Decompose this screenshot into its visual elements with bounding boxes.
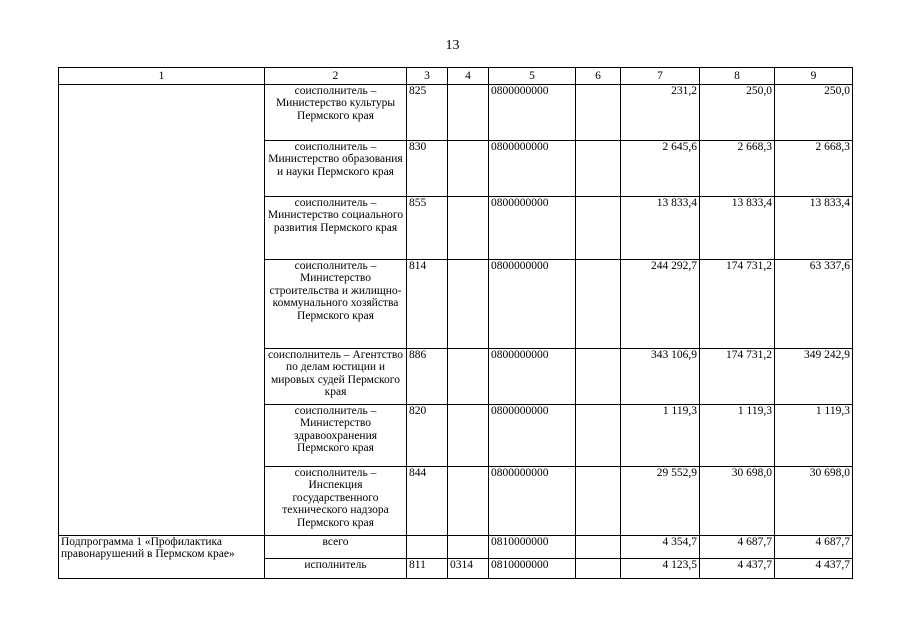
- value-cell: 349 242,9: [775, 349, 853, 405]
- table-header-row: [59, 68, 853, 85]
- type-cell: [576, 85, 621, 141]
- value-cell: 1 119,3: [700, 405, 775, 467]
- section-cell: [448, 349, 489, 405]
- column-header: 5: [489, 68, 576, 85]
- type-cell: [576, 260, 621, 349]
- target-code-cell: 0800000000: [489, 467, 576, 536]
- value-cell: 244 292,7: [621, 260, 700, 349]
- column-header: 1: [59, 68, 265, 85]
- code-cell: 811: [407, 559, 448, 579]
- table-row: [59, 85, 853, 141]
- section-cell: [448, 260, 489, 349]
- executor-cell: соисполнитель – Министерство культуры Пермского края: [265, 85, 407, 141]
- value-cell: 343 106,9: [621, 349, 700, 405]
- value-cell: 174 731,2: [700, 349, 775, 405]
- value-cell: 250,0: [775, 85, 853, 141]
- type-cell: [576, 559, 621, 579]
- column-header: 7: [621, 68, 700, 85]
- target-code-cell: 0800000000: [489, 85, 576, 141]
- value-cell: 63 337,6: [775, 260, 853, 349]
- value-cell: 174 731,2: [700, 260, 775, 349]
- code-cell: 886: [407, 349, 448, 405]
- column-header: 6: [576, 68, 621, 85]
- value-cell: 4 687,7: [700, 536, 775, 559]
- code-cell: 844: [407, 467, 448, 536]
- target-code-cell: 0800000000: [489, 405, 576, 467]
- value-cell: 4 123,5: [621, 559, 700, 579]
- value-cell: 1 119,3: [775, 405, 853, 467]
- value-cell: 2 645,6: [621, 141, 700, 197]
- table-row: [59, 536, 853, 559]
- type-cell: [576, 141, 621, 197]
- type-cell: [576, 467, 621, 536]
- type-cell: [576, 405, 621, 467]
- section-cell: [448, 405, 489, 467]
- target-code-cell: 0800000000: [489, 197, 576, 260]
- value-cell: 30 698,0: [700, 467, 775, 536]
- value-cell: 2 668,3: [700, 141, 775, 197]
- target-code-cell: 0810000000: [489, 559, 576, 579]
- section-cell: [448, 85, 489, 141]
- executor-cell: всего: [265, 536, 407, 559]
- value-cell: 250,0: [700, 85, 775, 141]
- column-header: 9: [775, 68, 853, 85]
- subprogram-title-cell: Подпрограмма 1 «Профилактика правонарушений в Пермском крае»: [59, 536, 265, 579]
- section-cell: 0314: [448, 559, 489, 579]
- executor-cell: исполнитель: [265, 559, 407, 579]
- code-cell: 825: [407, 85, 448, 141]
- code-cell: 820: [407, 405, 448, 467]
- executor-cell: соисполнитель – Инспекция государственного технического надзора Пермского края: [265, 467, 407, 536]
- column-header: 4: [448, 68, 489, 85]
- column-header: 3: [407, 68, 448, 85]
- value-cell: 2 668,3: [775, 141, 853, 197]
- section-cell: [448, 197, 489, 260]
- target-code-cell: 0800000000: [489, 260, 576, 349]
- executor-cell: соисполнитель – Агентство по делам юстиции и мировых судей Пермского края: [265, 349, 407, 405]
- code-cell: 830: [407, 141, 448, 197]
- code-cell: 855: [407, 197, 448, 260]
- code-cell: 814: [407, 260, 448, 349]
- executor-cell: соисполнитель – Министерство здравоохранения Пермского края: [265, 405, 407, 467]
- executor-cell: соисполнитель – Министерство строительства и жилищно-коммунального хозяйства Пермского края: [265, 260, 407, 349]
- section-cell: [448, 141, 489, 197]
- value-cell: 13 833,4: [775, 197, 853, 260]
- executor-cell: соисполнитель – Министерство образования и науки Пермского края: [265, 141, 407, 197]
- target-code-cell: 0810000000: [489, 536, 576, 559]
- value-cell: 4 437,7: [775, 559, 853, 579]
- value-cell: 4 354,7: [621, 536, 700, 559]
- value-cell: 13 833,4: [621, 197, 700, 260]
- type-cell: [576, 349, 621, 405]
- section-cell: [448, 467, 489, 536]
- page-number: 13: [445, 38, 460, 53]
- executor-cell: соисполнитель – Министерство социального развития Пермского края: [265, 197, 407, 260]
- type-cell: [576, 536, 621, 559]
- value-cell: 29 552,9: [621, 467, 700, 536]
- code-cell: [407, 536, 448, 559]
- type-cell: [576, 197, 621, 260]
- value-cell: 30 698,0: [775, 467, 853, 536]
- program-cell-empty: [59, 85, 265, 536]
- budget-table: [58, 67, 853, 579]
- value-cell: 13 833,4: [700, 197, 775, 260]
- column-header: 2: [265, 68, 407, 85]
- target-code-cell: 0800000000: [489, 349, 576, 405]
- value-cell: 231,2: [621, 85, 700, 141]
- target-code-cell: 0800000000: [489, 141, 576, 197]
- value-cell: 4 687,7: [775, 536, 853, 559]
- column-header: 8: [700, 68, 775, 85]
- value-cell: 4 437,7: [700, 559, 775, 579]
- section-cell: [448, 536, 489, 559]
- value-cell: 1 119,3: [621, 405, 700, 467]
